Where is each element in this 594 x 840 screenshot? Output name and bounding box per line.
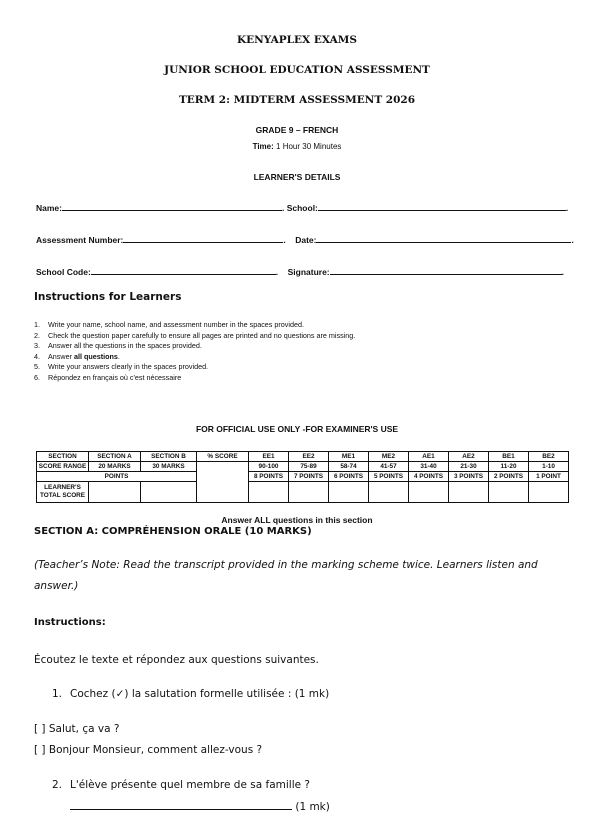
percent-score-cell[interactable] — [197, 462, 249, 503]
answer-all-note: Answer ALL questions in this section — [221, 515, 373, 525]
time-label: Time: — [252, 142, 274, 151]
answer-line[interactable] — [70, 799, 292, 810]
ae1-cell[interactable] — [409, 482, 449, 503]
name-label: Name: — [36, 203, 62, 213]
question-2-answer — [70, 799, 330, 813]
question-marks: (1 mk) — [295, 801, 330, 813]
name-row: Name: . School: . — [36, 203, 569, 213]
be1-cell[interactable] — [489, 482, 529, 503]
time-value: 1 Hour 30 Minutes — [273, 142, 342, 151]
section-a-score-cell[interactable] — [89, 482, 141, 503]
official-use-heading: FOR OFFICIAL USE ONLY -FOR EXAMINER'S USE — [195, 424, 399, 434]
me1-cell[interactable] — [329, 482, 369, 503]
instruction-item: 2. Check the question paper carefully to ensure all pages are printed and no questions are missing. — [34, 330, 356, 340]
learner-details-heading: LEARNER'S DETAILS — [253, 172, 341, 182]
instruction-item: 6. Répondez en français où c'est nécessaire — [34, 372, 182, 382]
teacher-note: (Teacher’s Note: Read the transcript provided in the marking scheme twice. Learners listen and answer.) — [34, 559, 538, 592]
date-label: Date: — [295, 235, 317, 245]
option-formal[interactable]: [ ] Bonjour Monsieur, comment allez-vous ? — [34, 744, 263, 756]
question-1 — [52, 688, 329, 700]
signature-label: Signature: — [287, 267, 330, 277]
schoolcode-row: School Code: . Signature: . — [36, 267, 565, 277]
question-number: 1. — [52, 688, 63, 700]
instructions-list — [34, 320, 355, 384]
exam-time — [0, 142, 594, 151]
exam-org: KENYAPLEX EXAMS — [237, 34, 357, 46]
total-score-label: LEARNER'S TOTAL SCORE — [37, 482, 89, 503]
instructions-label: Instructions: — [34, 617, 106, 628]
question-number: 2. — [52, 779, 63, 791]
question-text: Cochez (✓) la salutation formelle utilisée : (1 mk) — [70, 688, 330, 700]
school-code-field[interactable] — [91, 265, 276, 275]
instructions-heading: Instructions for Learners — [34, 291, 182, 303]
question-2 — [52, 779, 310, 791]
school-code-label: School Code: — [36, 267, 91, 277]
school-label: School: — [286, 203, 318, 213]
table-row: POINTS 8 POINTS 7 POINTS 6 POINTS 5 POINTS 4 POINTS 3 POINTS 2 POINTS 1 POINT — [37, 472, 569, 482]
section-a-title: SECTION A: COMPRÉHENSION ORALE (10 MARKS) — [34, 526, 312, 537]
instruction-item: 3. Answer all the questions in the spaces provided. — [34, 341, 202, 351]
assessment-number-label: Assessment Number: — [36, 235, 124, 245]
exam-term: TERM 2: MIDTERM ASSESSMENT 2026 — [178, 94, 416, 106]
signature-field[interactable] — [330, 265, 562, 275]
name-field[interactable] — [62, 201, 282, 211]
table-row: SECTION SECTION A SECTION B % SCORE EE1 EE2 ME1 ME2 AE1 AE2 BE1 BE2 — [37, 452, 569, 462]
ee2-cell[interactable] — [289, 482, 329, 503]
me2-cell[interactable] — [369, 482, 409, 503]
table-row: SCORE RANGE 20 MARKS 30 MARKS 90-100 75-89 58-74 41-57 31-40 21-30 11-20 1-10 — [37, 462, 569, 472]
section-b-score-cell[interactable] — [141, 482, 197, 503]
ae2-cell[interactable] — [449, 482, 489, 503]
assessment-row: Assessment Number: . Date: . — [36, 235, 574, 245]
be2-cell[interactable] — [529, 482, 569, 503]
date-field[interactable] — [316, 233, 571, 243]
instruction-item: 4. Answer all questions. — [34, 351, 120, 361]
school-field[interactable] — [318, 201, 566, 211]
ee1-cell[interactable] — [249, 482, 289, 503]
option-informal[interactable]: [ ] Salut, ça va ? — [34, 723, 120, 735]
assessment-number-field[interactable] — [123, 233, 283, 243]
points-label: POINTS — [37, 472, 197, 482]
question-text: L'élève présente quel membre de sa famille ? — [70, 779, 310, 791]
instruction-item: 5. Write your answers clearly in the spaces provided. — [34, 362, 209, 372]
exam-title: JUNIOR SCHOOL EDUCATION ASSESSMENT — [164, 64, 430, 76]
score-table — [36, 451, 569, 503]
grade-subject: GRADE 9 – FRENCH — [255, 125, 339, 135]
listening-instruction: Écoutez le texte et répondez aux questions suivantes. — [34, 654, 319, 666]
instruction-item: 1. Write your name, school name, and assessment number in the spaces provided. — [34, 320, 304, 329]
